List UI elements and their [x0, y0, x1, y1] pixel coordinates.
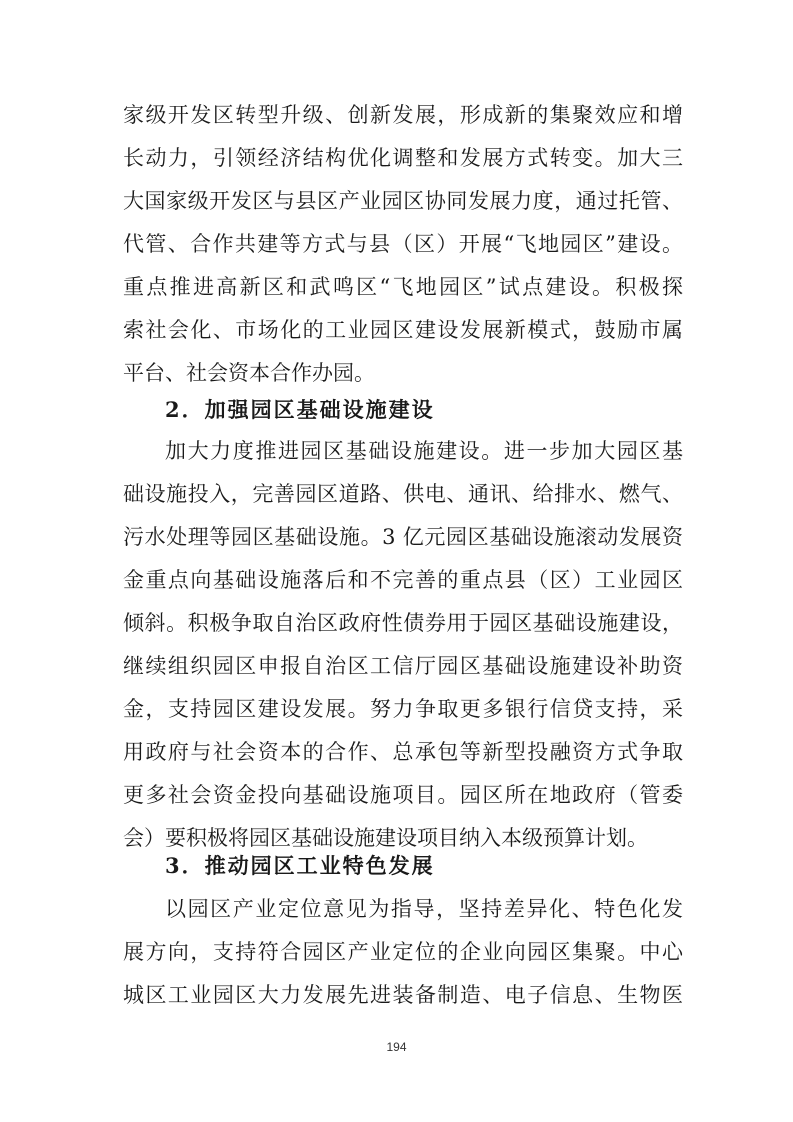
text-line: 用政府与社会资本的合作、总承包等新型投融资方式争取 — [123, 740, 683, 764]
section-heading-2: 2．加强园区基础设施建设 — [165, 397, 435, 422]
text-line: 家级开发区转型升级、创新发展，形成新的集聚效应和增 — [123, 103, 683, 127]
text-line: 更多社会资金投向基础设施项目。园区所在地政府（管委 — [123, 783, 683, 807]
text-line: 长动力，引领经济结构优化调整和发展方式转变。加大三 — [123, 146, 683, 170]
text-line: 展方向，支持符合园区产业定位的企业向园区集聚。中心 — [123, 940, 683, 964]
text-line: 重点推进高新区和武鸣区“飞地园区”试点建设。积极探 — [123, 275, 683, 299]
text-line: 大国家级开发区与县区产业园区协同发展力度，通过托管、 — [123, 189, 683, 213]
text-line: 金重点向基础设施落后和不完善的重点县（区）工业园区 — [123, 568, 683, 592]
text-line: 代管、合作共建等方式与县（区）开展“飞地园区”建设。 — [123, 232, 683, 256]
text-line: 索社会化、市场化的工业园区建设发展新模式，鼓励市属 — [123, 318, 683, 342]
text-line: 加大力度推进园区基础设施建设。进一步加大园区基 — [165, 439, 683, 463]
section-heading-3: 3．推动园区工业特色发展 — [165, 853, 435, 878]
page-number: 194 — [386, 1040, 407, 1054]
text-line: 平台、社会资本合作办园。 — [123, 361, 375, 385]
text-line: 继续组织园区申报自治区工信厅园区基础设施建设补助资 — [123, 654, 683, 678]
text-line: 以园区产业定位意见为指导，坚持差异化、特色化发 — [165, 897, 683, 921]
text-line: 础设施投入，完善园区道路、供电、通讯、给排水、燃气、 — [123, 482, 683, 506]
text-line: 金，支持园区建设发展。努力争取更多银行信贷支持，采 — [123, 697, 683, 721]
text-line: 污水处理等园区基础设施。3 亿元园区基础设施滚动发展资 — [123, 525, 683, 549]
text-line: 城区工业园区大力发展先进装备制造、电子信息、生物医 — [123, 983, 683, 1007]
text-line: 会）要积极将园区基础设施建设项目纳入本级预算计划。 — [123, 826, 648, 850]
text-line: 倾斜。积极争取自治区政府性债券用于园区基础设施建设， — [123, 611, 683, 635]
